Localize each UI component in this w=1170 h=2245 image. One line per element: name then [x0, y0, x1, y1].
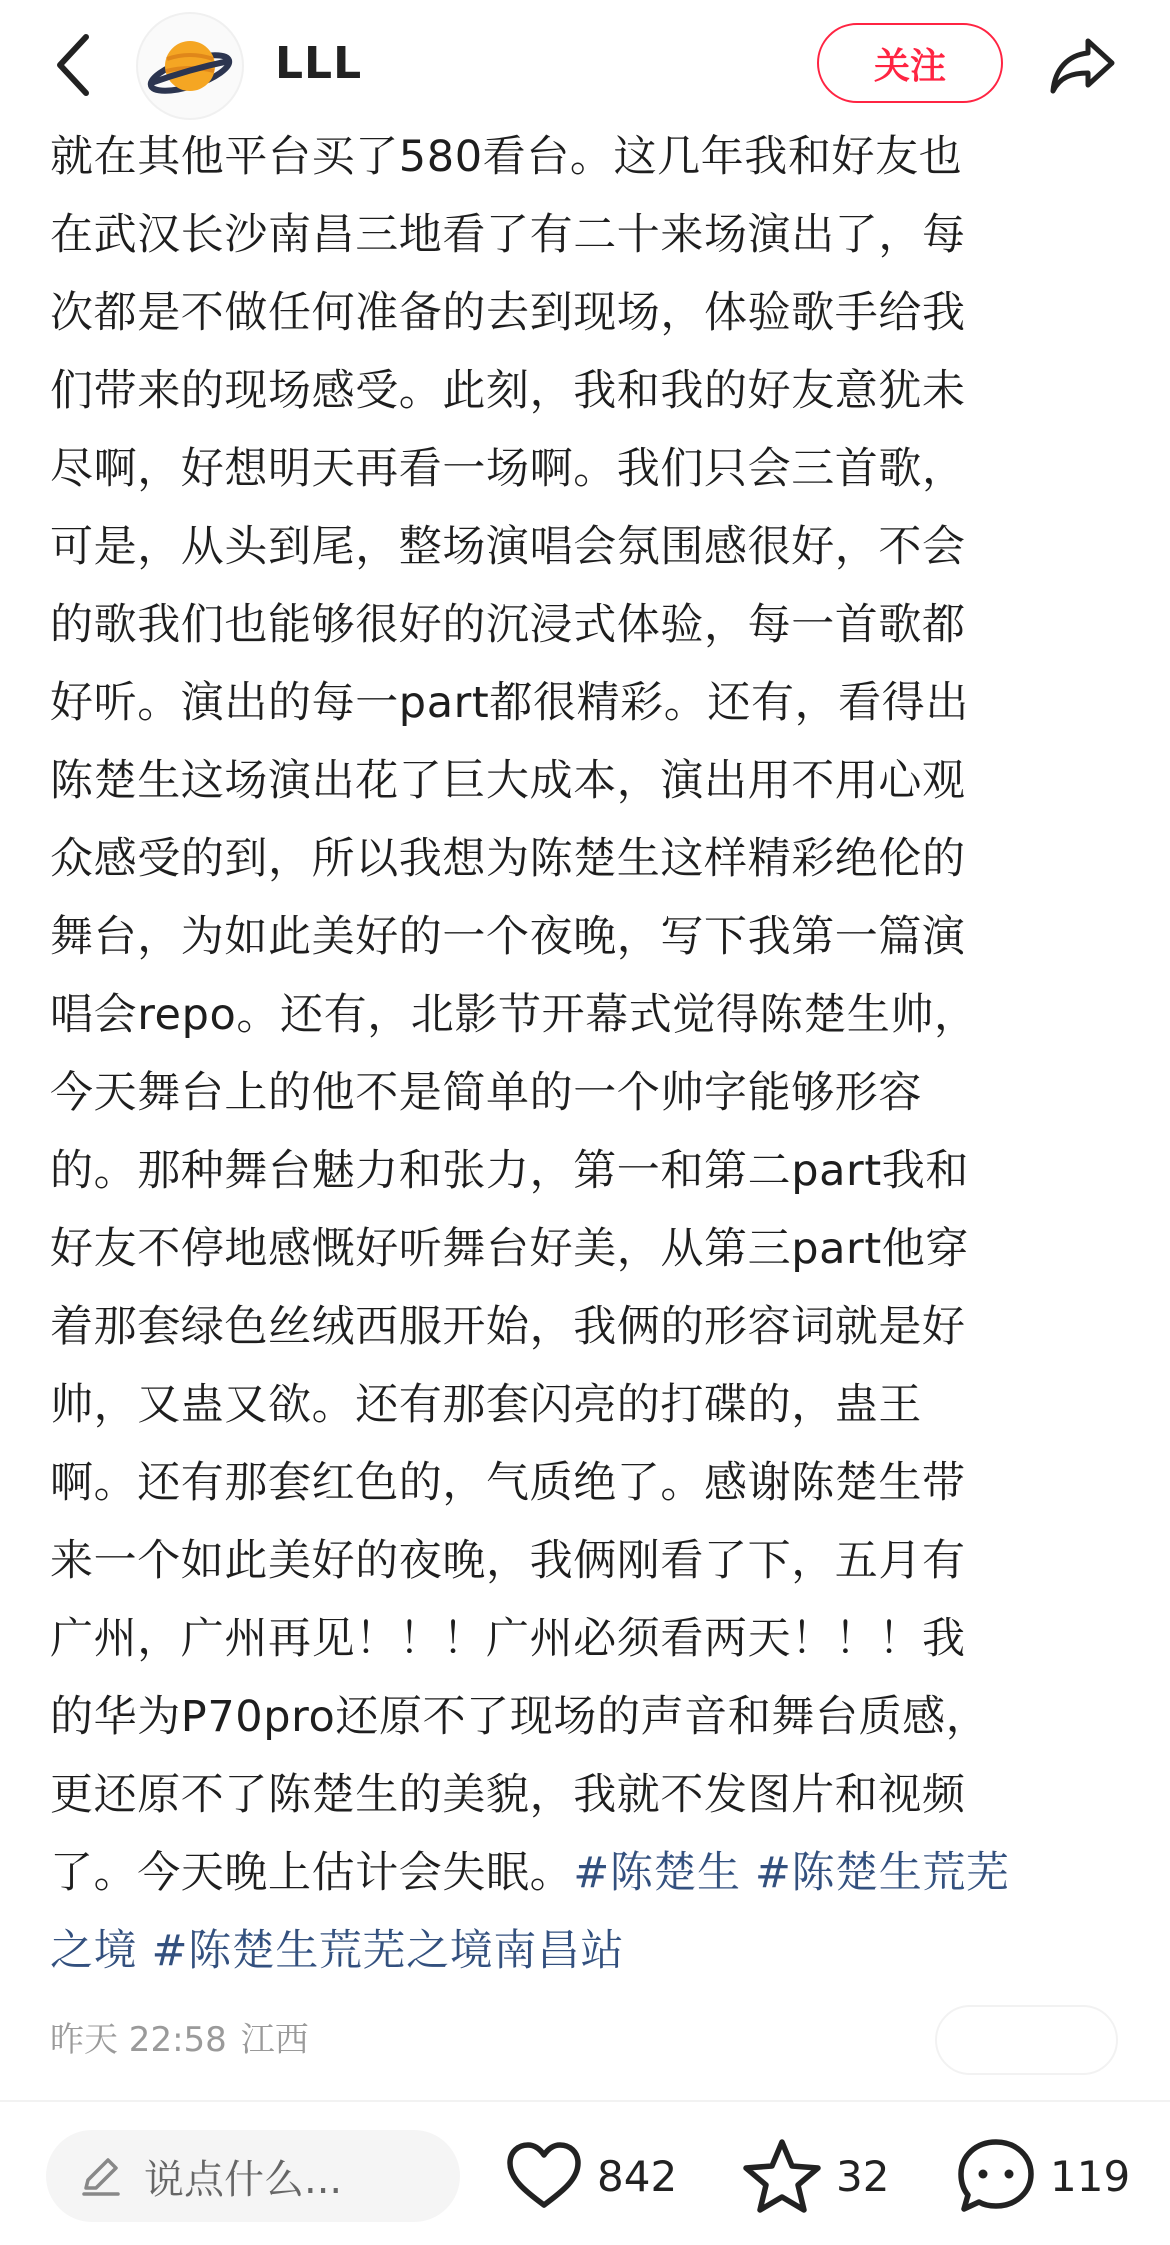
like-button[interactable] [505, 2130, 677, 2222]
avatar[interactable] [136, 12, 244, 120]
collect-button[interactable] [742, 2130, 889, 2222]
bottom-action-bar [0, 2102, 1170, 2245]
hashtag-link[interactable]: #陈楚生荒芜 之境 [50, 1848, 1010, 1976]
comment-count: 119 [1050, 2151, 1131, 2201]
comment-input[interactable] [46, 2130, 460, 2222]
star-icon [742, 2137, 822, 2215]
top-nav-bar [0, 0, 1170, 132]
post-time: 昨天 22:58 [50, 2020, 227, 2060]
planet-avatar-icon [145, 21, 235, 111]
comment-icon [956, 2137, 1036, 2215]
comment-placeholder: 说点什么... [144, 2156, 343, 2203]
collapse-button[interactable] [935, 2005, 1118, 2075]
back-button[interactable] [38, 22, 108, 108]
like-count: 842 [597, 2151, 678, 2201]
post-meta [50, 2012, 309, 2061]
collect-count: 32 [836, 2151, 890, 2201]
post-content [50, 118, 1110, 1990]
hashtag-link[interactable]: #陈楚生 [573, 1848, 741, 1898]
heart-icon [505, 2141, 583, 2211]
post-location: 江西 [240, 2020, 309, 2060]
follow-button[interactable]: 关注 [817, 23, 1003, 103]
back-icon [53, 32, 93, 98]
post-body-text: 就在其他平台买了580看台。这几年我和好友也 在武汉长沙南昌三地看了有二十来场演出了，每 次都是不做任何准备的去到现场，体验歌手给我 们带来的现场感受。此刻，我和我的好友意犹未 尽啊，好想明天再看一场啊。我们只会三首歌， 可是，从头到尾，整场演唱会氛围感很好，不会 的歌我们也能够很好的沉浸式体验，每一首歌都 好听。演出的每一part都很精彩。还有，看得出 陈楚生这场演出花了巨大成本，演出用不用心观 众感受的到，所以我想为陈楚生这样精彩绝伦的 舞台，为如此美好的一个夜晚，写下我第一篇演 唱会repo。还有，北影节开幕式觉得陈楚生帅， 今天舞台上的他不是简单的一个帅字能够形容 的。那种舞台魅力和张力，第一和第二part我和 好友不停地感慨好听舞台好美，从第三part他穿 着那套绿色丝绒西服开始，我俩的形容词就是好 帅，又蛊又欲。还有那套闪亮的打碟的，蛊王 啊。还有那套红色的，气质绝了。感谢陈楚生带 来一个如此美好的夜晚，我俩刚看了下，五月有 广州，广州再见！！！广州必须看两天！！！我 的华为P70pro还原不了现场的声音和舞台质感， 更还原不了陈楚生的美貌，我就不发图片和视频 了。今天晚上估计会失眠。 [50, 132, 990, 1898]
hashtag-link[interactable]: #陈楚生荒芜之境南昌站 [151, 1926, 625, 1976]
share-button[interactable] [1040, 22, 1126, 108]
username[interactable]: LLL [275, 38, 363, 89]
share-icon [1048, 35, 1118, 95]
pencil-icon [76, 2152, 124, 2200]
comment-button[interactable] [956, 2130, 1130, 2222]
